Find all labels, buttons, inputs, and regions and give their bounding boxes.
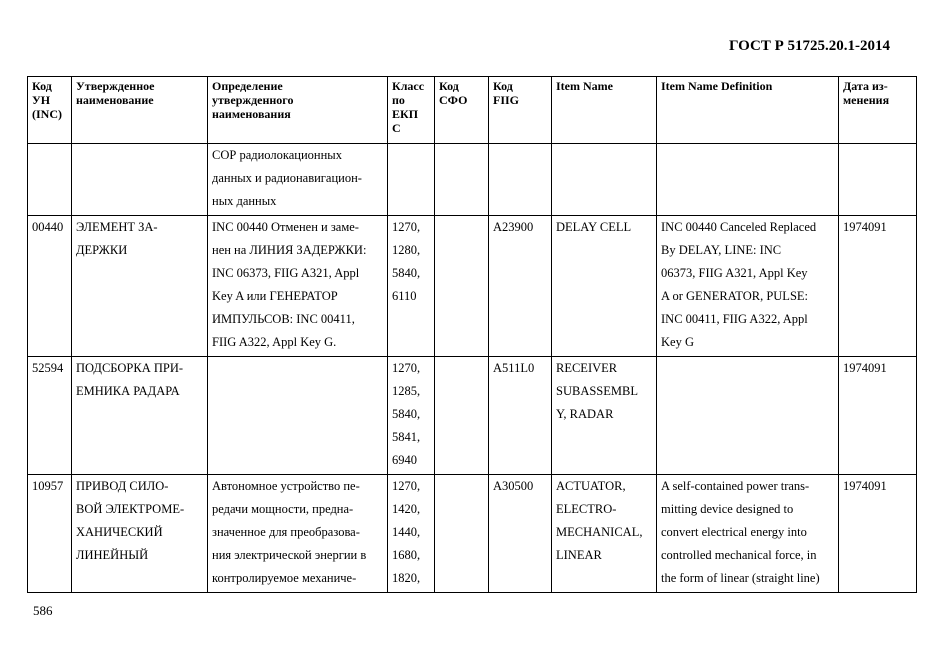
cell-line: INC 00440 Отменен и заме-	[212, 220, 359, 234]
cell-code	[28, 216, 72, 357]
cell-line: By DELAY, LINE: INC	[661, 243, 782, 257]
cell-line: ЕМНИКА РАДАРА	[76, 384, 180, 398]
cell-line: 1440,	[392, 525, 421, 539]
column-header-line: С	[392, 121, 401, 135]
cell-code	[28, 144, 72, 216]
cell-line: Key A или ГЕНЕРАТОР	[212, 289, 338, 303]
cell-definition	[208, 357, 388, 475]
column-header-line: Item Name Definition	[661, 79, 773, 93]
cell-line: ных данных	[212, 194, 277, 208]
cell-line: 5841,	[392, 430, 421, 444]
cell-line: the form of linear (straight line)	[661, 571, 820, 585]
cell-line: 1974091	[843, 361, 887, 375]
cell-line: ния электрической энергии в	[212, 548, 367, 562]
cell-line: 06373, FIIG A321, Appl Key	[661, 266, 808, 280]
column-header-line: СФО	[439, 93, 468, 107]
cell-class	[388, 475, 435, 593]
cell-line: 6110	[392, 289, 417, 303]
cell-line: RECEIVER	[556, 361, 618, 375]
column-header-line: УН	[32, 93, 51, 107]
cell-line: LINEAR	[556, 548, 602, 562]
column-header-line: Item Name	[556, 79, 613, 93]
column-header-code	[28, 77, 72, 144]
cell-line: ХАНИЧЕСКИЙ	[76, 525, 163, 539]
cell-line: 1420,	[392, 502, 421, 516]
cell-name	[72, 357, 208, 475]
column-header-line: по	[392, 93, 405, 107]
cell-line: 10957	[32, 479, 64, 493]
cell-line: Автономное устройство пе-	[212, 479, 360, 493]
cell-date	[839, 357, 917, 475]
cell-line: FIIG A322, Appl Key G.	[212, 335, 337, 349]
cell-line: 00440	[32, 220, 64, 234]
cell-line: 1820,	[392, 571, 421, 585]
cell-line: convert electrical energy into	[661, 525, 807, 539]
column-header-line: наименования	[212, 107, 291, 121]
cell-item-name	[552, 144, 657, 216]
cell-line: ELECTRO-	[556, 502, 617, 516]
column-header-name	[72, 77, 208, 144]
cell-line: INC 00440 Canceled Replaced	[661, 220, 817, 234]
cell-line: 6940	[392, 453, 417, 467]
cell-item-name	[552, 475, 657, 593]
cell-class	[388, 357, 435, 475]
cell-item-definition	[657, 357, 839, 475]
table-row	[28, 144, 917, 216]
cell-code	[28, 475, 72, 593]
cell-line: редачи мощности, предна-	[212, 502, 354, 516]
cell-line: A511L0	[493, 361, 535, 375]
cell-line: ИМПУЛЬСОВ: INC 00411,	[212, 312, 355, 326]
cell-line: 1680,	[392, 548, 421, 562]
cell-item-definition	[657, 144, 839, 216]
column-header-line: утвержденного	[212, 93, 294, 107]
column-header-line: FIIG	[493, 93, 520, 107]
cell-line: 1270,	[392, 220, 421, 234]
cell-line: данных и радионавигацион-	[212, 171, 362, 185]
cell-item-name	[552, 357, 657, 475]
cell-line: mitting device designed to	[661, 502, 794, 516]
column-header-line: Определение	[212, 79, 283, 93]
cell-line: SUBASSEMBL	[556, 384, 638, 398]
cell-line: controlled mechanical force, in	[661, 548, 817, 562]
cell-line: 1270,	[392, 479, 421, 493]
cell-line: 1270,	[392, 361, 421, 375]
cell-name	[72, 475, 208, 593]
cell-line: DELAY CELL	[556, 220, 632, 234]
cell-line: ЛИНЕЙНЫЙ	[76, 548, 149, 562]
column-header-item-definition	[657, 77, 839, 144]
cell-line: нен на ЛИНИЯ ЗАДЕРЖКИ:	[212, 243, 367, 257]
cell-line: Y, RADAR	[556, 407, 614, 421]
cell-line: 5840,	[392, 266, 421, 280]
column-header-item-name	[552, 77, 657, 144]
column-header-definition	[208, 77, 388, 144]
cell-item-definition	[657, 475, 839, 593]
table-row	[28, 475, 917, 593]
column-header-line: (INC)	[32, 107, 62, 121]
cell-class	[388, 216, 435, 357]
cell-line: MECHANICAL,	[556, 525, 643, 539]
column-header-line: Утвержденное	[76, 79, 155, 93]
document-standard-header: ГОСТ Р 51725.20.1-2014	[728, 38, 890, 54]
cell-line: ЭЛЕМЕНТ ЗА-	[76, 220, 158, 234]
cell-line: ACTUATOR,	[556, 479, 626, 493]
cell-name	[72, 216, 208, 357]
column-header-line: Код	[493, 79, 513, 93]
cell-line: 1280,	[392, 243, 421, 257]
cell-sfo	[435, 216, 489, 357]
cell-fiig	[489, 144, 552, 216]
cell-date	[839, 144, 917, 216]
cell-line: 52594	[32, 361, 64, 375]
page-number: 586	[33, 603, 53, 618]
cell-definition	[208, 216, 388, 357]
cell-line: A30500	[493, 479, 534, 493]
column-header-class	[388, 77, 435, 144]
cell-sfo	[435, 144, 489, 216]
cell-line: значенное для преобразова-	[212, 525, 360, 539]
cell-line: контролируемое механиче-	[212, 571, 357, 585]
cell-item-name	[552, 216, 657, 357]
column-header-line: наименование	[76, 93, 154, 107]
cell-line: A or GENERATOR, PULSE:	[661, 289, 809, 303]
cell-line: INC 06373, FIIG A321, Appl	[212, 266, 360, 280]
cell-line: A self-contained power trans-	[661, 479, 810, 493]
cell-sfo	[435, 475, 489, 593]
cell-line: ДЕРЖКИ	[76, 243, 128, 257]
catalog-table	[27, 76, 917, 593]
table-header-row	[28, 77, 917, 144]
table-row	[28, 216, 917, 357]
cell-definition	[208, 475, 388, 593]
table-body	[28, 144, 917, 593]
cell-code	[28, 357, 72, 475]
column-header-date	[839, 77, 917, 144]
cell-sfo	[435, 357, 489, 475]
cell-line: 1974091	[843, 479, 887, 493]
table-row	[28, 357, 917, 475]
cell-fiig	[489, 475, 552, 593]
column-header-line: Класс	[392, 79, 425, 93]
cell-definition	[208, 144, 388, 216]
cell-line: A23900	[493, 220, 534, 234]
cell-line: INC 00411, FIIG A322, Appl	[661, 312, 808, 326]
cell-date	[839, 475, 917, 593]
cell-line: СОР радиолокационных	[212, 148, 342, 162]
cell-item-definition	[657, 216, 839, 357]
cell-line: Key G	[661, 335, 694, 349]
cell-date	[839, 216, 917, 357]
cell-class	[388, 144, 435, 216]
cell-line: 1285,	[392, 384, 421, 398]
column-header-line: Код	[32, 79, 52, 93]
cell-line: 5840,	[392, 407, 421, 421]
cell-fiig	[489, 216, 552, 357]
column-header-sfo	[435, 77, 489, 144]
column-header-line: менения	[843, 93, 890, 107]
column-header-line: ЕКП	[392, 107, 419, 121]
cell-line: ПРИВОД СИЛО-	[76, 479, 169, 493]
cell-line: ПОДСБОРКА ПРИ-	[76, 361, 184, 375]
column-header-line: Дата из-	[843, 79, 888, 93]
column-header-fiig	[489, 77, 552, 144]
cell-name	[72, 144, 208, 216]
cell-line: ВОЙ ЭЛЕКТРОМЕ-	[76, 502, 185, 516]
column-header-line: Код	[439, 79, 459, 93]
cell-fiig	[489, 357, 552, 475]
cell-line: 1974091	[843, 220, 887, 234]
